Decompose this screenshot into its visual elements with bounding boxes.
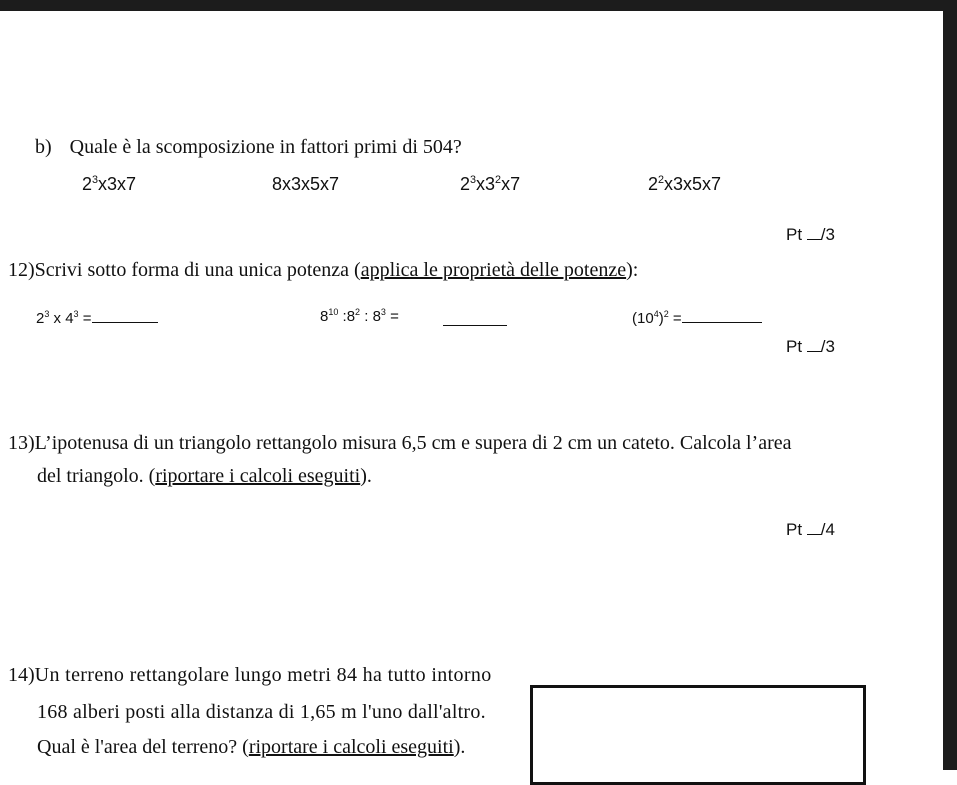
q12-expression-3: $(10^4)^2$ =	[632, 308, 762, 327]
q14-line-1: 14)Un terreno rettangolare lungo metri 84 ha tutto intorno	[8, 664, 492, 686]
q12-score: Pt /3	[786, 337, 835, 356]
q12-score-blank[interactable]	[807, 337, 821, 352]
q11b-option-d: $2^2x3x5x7$	[648, 173, 722, 194]
q14-number: 14)	[8, 664, 35, 686]
q12-number: 12)	[8, 259, 35, 281]
q13-line-1: 13)L’ipotenusa di un triangolo rettangolo misura 6,5 cm e supera di 2 cm un cateto. Calcola l’area	[8, 432, 792, 454]
q11b-heading	[35, 136, 462, 159]
document-page	[0, 11, 943, 770]
q12-answer-blank-3[interactable]	[682, 308, 762, 323]
q12-answer-blank-2-wrap	[443, 311, 507, 331]
q11b-prefix: b)	[35, 136, 52, 158]
q13-line-2: del triangolo. (riportare i calcoli eseguiti).	[37, 465, 372, 487]
q13-score: Pt /4	[786, 520, 835, 539]
q12-heading: 12)Scrivi sotto forma di una unica potenza (applica le proprietà delle potenze):	[8, 259, 639, 281]
q11b-option-a: $2^3x3x7$	[82, 173, 137, 194]
q12-expression-2: $8^{10}$ $:8^2$ : $8^3$ =	[320, 307, 399, 325]
q11b-score: Pt /3	[786, 225, 835, 244]
q14-line-3: Qual è l'area del terreno? (riportare i calcoli eseguiti).	[37, 736, 466, 758]
q11b-question: Quale è la scomposizione in fattori primi di 504?	[69, 136, 462, 158]
q12-answer-blank-2[interactable]	[443, 311, 507, 326]
q11b-option-c: $2^3x3^2x7$	[460, 173, 521, 194]
q12-answer-blank-1[interactable]	[92, 308, 158, 323]
q13-score-blank[interactable]	[807, 520, 821, 535]
q11b-score-blank[interactable]	[807, 225, 821, 240]
q13-instruction-underlined: riportare i calcoli eseguiti	[155, 465, 361, 487]
right-window-bar	[943, 0, 957, 770]
q11b-option-b: 8x3x5x7	[272, 174, 340, 194]
q12-expression-1: $2^3$ x $4^3$ =	[36, 308, 158, 327]
q14-line-2: 168 alberi posti alla distanza di 1,65 m l'uno dall'altro.	[37, 701, 486, 723]
q14-instruction-underlined: riportare i calcoli eseguiti	[248, 736, 454, 758]
q12-instruction-underlined: applica le proprietà delle potenze	[360, 259, 627, 281]
top-window-bar	[0, 0, 957, 11]
q14-answer-box[interactable]	[530, 685, 866, 785]
q13-number: 13)	[8, 432, 35, 454]
